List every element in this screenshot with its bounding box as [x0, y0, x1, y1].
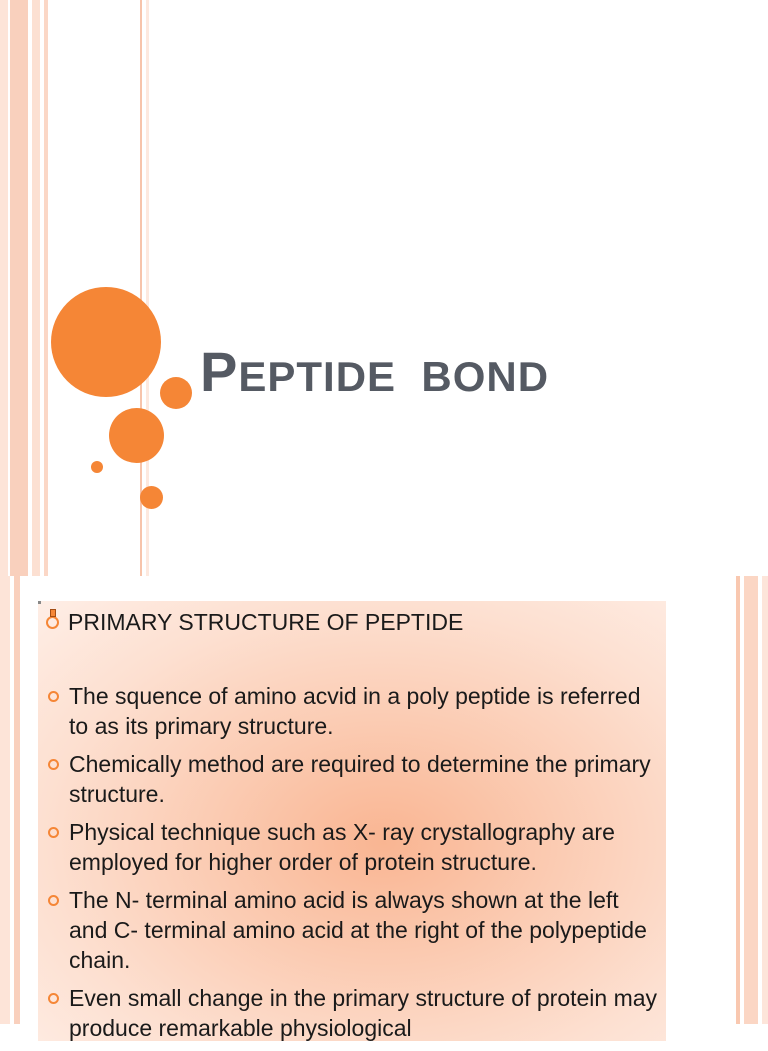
decorative-stripe [762, 576, 768, 1024]
list-item [46, 681, 658, 741]
decorative-stripe [0, 0, 8, 576]
decorative-stripe [0, 576, 10, 1024]
slide-heading-row [46, 609, 463, 636]
decorative-stripe [44, 0, 48, 576]
bullet-text: The N- terminal amino acid is always shown at the left and C- terminal amino acid at the right of the polypeptide chain. [69, 887, 647, 973]
bullet-icon [48, 759, 59, 770]
content-text-box [38, 601, 666, 1041]
bullet-text: Chemically method are required to determine the primary structure. [69, 751, 651, 807]
bullet-icon [46, 616, 59, 629]
bullet-text: The squence of amino acvid in a poly peptide is referred to as its primary structure. [69, 683, 641, 739]
bullet-text: Physical technique such as X- ray crystallography are employed for higher order of protein structure. [69, 819, 615, 875]
decorative-circle-medium [109, 408, 164, 463]
title-initial: P [200, 340, 239, 403]
bullet-icon [48, 895, 59, 906]
list-item [46, 817, 658, 877]
bullet-text: Even small change in the primary structure of protein may produce remarkable physiological [69, 985, 658, 1041]
title-word-rest: EPTIDE [238, 353, 397, 400]
content-slide [0, 576, 768, 1041]
bullet-icon [48, 993, 59, 1004]
decorative-stripe [736, 576, 740, 1024]
slide-title [200, 340, 550, 403]
list-item [46, 749, 658, 809]
bullet-icon [48, 691, 59, 702]
slide-heading: PRIMARY STRUCTURE OF PEPTIDE [68, 609, 464, 635]
bullet-list [46, 681, 658, 1051]
decorative-circle-small [160, 377, 192, 409]
decorative-circle-tiny [91, 461, 103, 473]
corner-mark [38, 601, 41, 604]
decorative-stripe [14, 576, 20, 1024]
decorative-circle-large [51, 287, 161, 397]
decorative-stripe [10, 0, 28, 576]
decorative-stripe [744, 576, 758, 1024]
list-item [46, 885, 658, 975]
list-item [46, 983, 658, 1043]
bullet-icon [48, 827, 59, 838]
decorative-circle-small [140, 486, 163, 509]
decorative-stripe [32, 0, 40, 576]
title-second-word: BOND [421, 353, 550, 400]
